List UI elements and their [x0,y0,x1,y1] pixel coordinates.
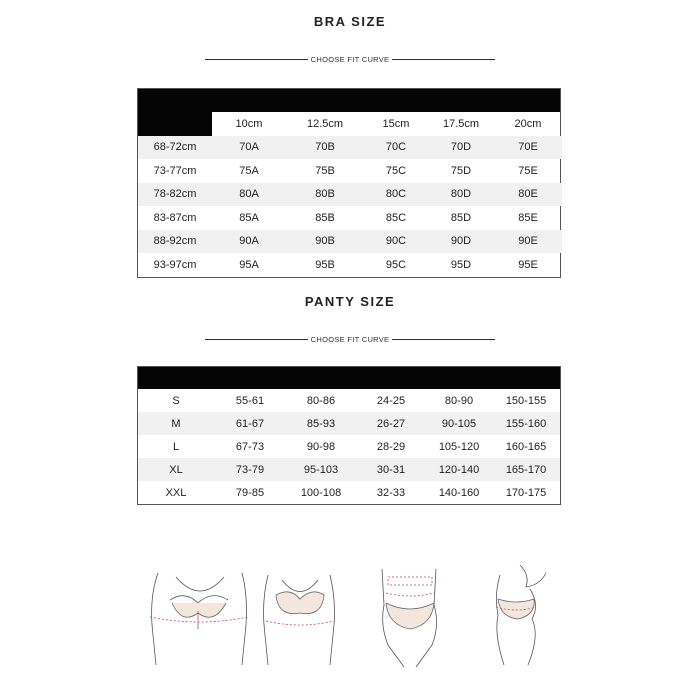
band-range: 68-72cm [138,136,212,160]
panty-value: 85-93 [286,412,356,435]
table-row [138,183,562,207]
size-cell: 80C [364,183,428,207]
bra-size-title: BRA SIZE [313,14,387,29]
band-range: 78-82cm [138,183,212,207]
panty-header-cell [214,367,286,389]
size-cell: 90C [364,230,428,254]
panty-value: 155-160 [492,412,560,435]
panty-value: 73-79 [214,458,286,481]
panty-value: 67-73 [235,440,265,453]
size-cell: 80A [212,183,286,207]
panty-value: 140-160 [438,486,480,499]
panty-size-label: M [138,412,214,435]
divider-line [392,59,495,60]
panty-value: 100-108 [300,486,342,499]
size-cell: 90A [212,230,286,254]
size-cell: 85B [315,211,335,224]
panty-size-table [137,366,561,505]
divider-line [392,339,495,340]
cup-header: 17.5cm [442,117,480,130]
panty-value: 24-25 [376,394,406,407]
panty-size-label: XL [138,458,214,481]
bra-subtitle: CHOOSE FIT CURVE [310,54,390,64]
bra-subtitle-row [205,53,495,65]
panty-value: 80-86 [306,394,336,407]
panty-value: 55-61 [235,394,265,407]
band-range: 88-92cm [138,230,212,254]
size-cell: 70A [212,136,286,160]
size-cell: 95E [518,258,538,271]
panty-subtitle-row [205,333,495,345]
hip-measure-figure-icon [496,565,546,665]
size-cell: 85D [450,211,472,224]
table-row [138,136,562,160]
panty-value: 90-105 [426,412,492,435]
cup-header: 20cm [514,117,542,130]
size-cell: 75D [450,164,472,177]
size-cell: 70E [494,136,562,160]
band-range: 93-97cm [153,258,197,271]
panty-value: 105-120 [438,440,480,453]
size-cell: 85C [385,211,407,224]
table-row [138,412,560,435]
size-cell: 80B [286,183,364,207]
size-cell: 90D [428,230,494,254]
size-cell: 80E [494,183,562,207]
band-range: 83-87cm [153,211,197,224]
panty-size-label: L [172,440,180,453]
panty-value: 160-165 [505,440,547,453]
size-cell: 75E [518,164,538,177]
panty-value: 95-103 [286,458,356,481]
panty-value: 150-155 [505,394,547,407]
panty-value: 30-31 [356,458,426,481]
panty-header-cell [286,367,356,389]
divider-line [205,59,308,60]
table-row [138,458,560,481]
size-cell: 70B [286,136,364,160]
size-cell: 80D [428,183,494,207]
size-cell: 95C [385,258,407,271]
panty-size-label: S [172,394,180,407]
size-cell: 95B [315,258,335,271]
size-cell: 85E [518,211,538,224]
size-cell: 75A [239,164,259,177]
panty-value: 90-98 [306,440,336,453]
table-row [138,389,560,412]
measurement-illustrations [0,555,700,675]
table-row [138,253,562,277]
panty-value: 61-67 [214,412,286,435]
table-row [138,206,562,230]
panty-header-cell [356,367,426,389]
panty-size-label: XXL [165,486,187,499]
bra-size-table [137,88,561,278]
panty-size-title: PANTY SIZE [304,294,396,309]
cup-header: 15cm [382,117,410,130]
size-cell: 85A [239,211,259,224]
panty-subtitle: CHOOSE FIT CURVE [310,334,390,344]
size-cell: 95D [450,258,472,271]
panty-header-cell [138,367,214,389]
panty-value: 170-175 [505,486,547,499]
size-cell: 70D [428,136,494,160]
bust-measure-figure-icon [150,573,248,665]
cup-header: 10cm [235,117,263,130]
bra-cup-header-row [138,112,562,136]
panty-value: 79-85 [235,486,265,499]
cup-header: 12.5cm [306,117,344,130]
panty-value: 120-140 [426,458,492,481]
underbust-measure-figure-icon [264,575,335,665]
size-cell: 75C [385,164,407,177]
size-cell: 75B [315,164,335,177]
size-cell: 90E [494,230,562,254]
panty-value: 28-29 [376,440,406,453]
bra-header-corner [138,112,212,136]
panty-value: 165-170 [492,458,560,481]
divider-line [205,339,308,340]
panty-value: 80-90 [444,394,474,407]
table-row [138,435,560,458]
bra-table-header-bar [138,89,560,112]
panty-value: 32-33 [376,486,406,499]
panty-header-cell [426,367,492,389]
table-row [138,481,560,504]
size-cell: 70C [364,136,428,160]
panty-header-row [138,367,560,389]
waist-measure-figure-icon [382,569,437,667]
size-cell: 95A [239,258,259,271]
panty-value: 26-27 [356,412,426,435]
panty-header-cell [492,367,560,389]
table-row [138,230,562,254]
table-row [138,159,562,183]
band-range: 73-77cm [153,164,197,177]
size-cell: 90B [286,230,364,254]
